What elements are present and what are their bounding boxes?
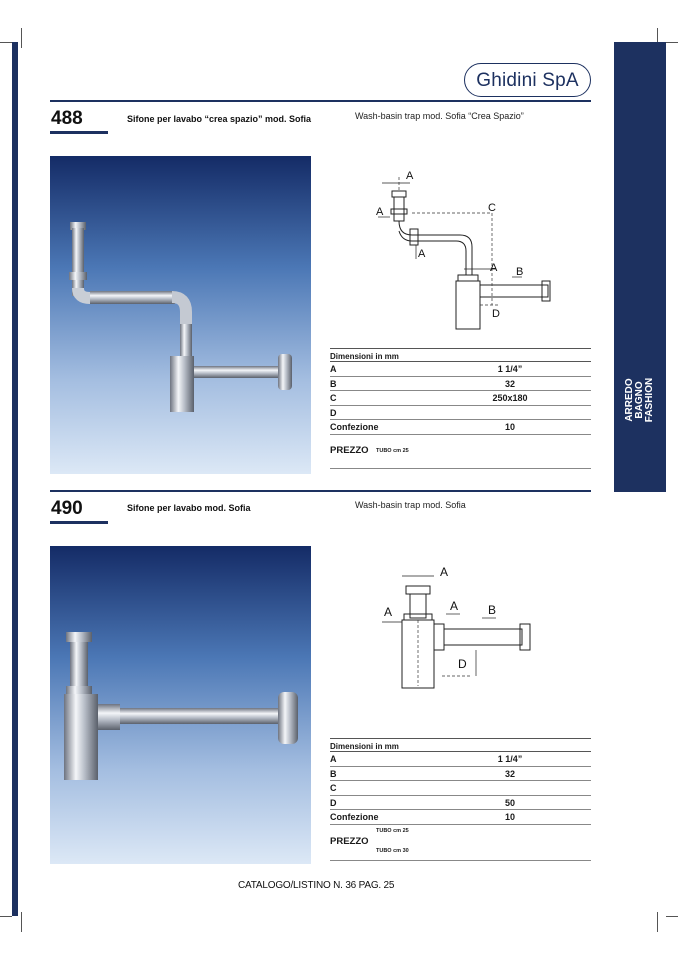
spec-key: B: [330, 378, 337, 389]
crop-mark: [21, 28, 22, 48]
brand-name: Ghidini SpA: [476, 70, 579, 91]
spec-key: Confezione: [330, 812, 379, 822]
dim-label-a: A: [418, 248, 426, 260]
spec-key: C: [330, 783, 337, 793]
tubo-label: TUBO cm 25: [376, 827, 409, 834]
dim-label-a: A: [440, 565, 449, 579]
spec-value: 32: [504, 768, 515, 779]
brand-logo: [464, 63, 591, 97]
spec-table-header: Dimensioni in mm: [330, 738, 591, 752]
spec-row: [330, 767, 591, 782]
dim-label-a: A: [450, 599, 459, 613]
crop-mark: [666, 916, 678, 917]
dim-label-a: A: [376, 206, 384, 218]
section-rule: [50, 490, 591, 492]
product-title-it: Sifone per lavabo “crea spazio” mod. Sofia: [127, 114, 312, 124]
spec-value: 250x180: [492, 393, 528, 403]
product-title-en: Wash-basin trap mod. Sofia “Crea Spazio”: [355, 111, 524, 121]
spec-value: 1 1/4”: [497, 754, 523, 764]
price-label: PREZZO: [330, 835, 369, 847]
technical-drawing: [372, 165, 562, 335]
dim-label-a: A: [490, 262, 498, 274]
section-rule: [50, 100, 591, 102]
product-code: 488: [51, 108, 83, 129]
spec-row: [330, 391, 591, 406]
spec-row: [330, 406, 591, 421]
spec-key: B: [330, 768, 337, 779]
technical-drawing: [372, 556, 572, 706]
trap-dimension-drawing: [372, 556, 572, 706]
spec-value: 50: [504, 797, 515, 808]
crop-mark: [0, 916, 12, 917]
spec-row: [330, 796, 591, 811]
spec-row: [330, 810, 591, 825]
side-tab-line1: ARREDO BAGNO: [624, 378, 645, 422]
crop-mark: [666, 42, 678, 43]
spec-table: [330, 738, 591, 861]
tubo-label: TUBO cm 25: [376, 447, 409, 454]
spec-row: [330, 362, 591, 377]
spec-row: [330, 377, 591, 392]
spec-key: D: [330, 797, 337, 808]
price-row: [330, 825, 591, 861]
trap-illustration: [50, 546, 311, 864]
spec-table-header: Dimensioni in mm: [330, 348, 591, 362]
side-tab-line2: FASHION: [644, 377, 655, 423]
side-category-label: [625, 366, 655, 434]
crop-mark: [0, 42, 12, 43]
dim-label-a: A: [406, 170, 414, 182]
spec-key: Confezione: [330, 422, 379, 432]
product-photo: [50, 546, 311, 864]
spec-value: 32: [504, 378, 515, 389]
page-footer: CATALOGO/LISTINO N. 36 PAG. 25: [238, 880, 395, 891]
spec-key: A: [330, 754, 337, 764]
product-code: 490: [51, 498, 83, 519]
trap-dimension-drawing: [372, 165, 562, 335]
dim-label-b: B: [488, 603, 497, 617]
spec-key: D: [330, 407, 337, 418]
crop-mark: [657, 912, 658, 932]
product-title-it: Sifone per lavabo mod. Sofia: [127, 503, 251, 513]
spec-row: [330, 420, 591, 435]
spec-row: [330, 752, 591, 767]
spec-row: [330, 781, 591, 796]
price-label: PREZZO: [330, 444, 369, 456]
spec-table: [330, 348, 591, 469]
product-photo: [50, 156, 311, 474]
spec-key: C: [330, 393, 337, 403]
dim-label-d: D: [492, 308, 500, 320]
spec-value: 10: [504, 812, 515, 822]
spec-value: 1 1/4”: [497, 364, 523, 374]
crop-mark: [21, 912, 22, 932]
spec-value: 10: [504, 422, 515, 432]
product-title-en: Wash-basin trap mod. Sofia: [355, 500, 466, 510]
trap-illustration: [50, 156, 311, 474]
code-underline: [50, 521, 108, 524]
dim-label-c: C: [488, 202, 496, 214]
price-row: [330, 435, 591, 469]
dim-label-d: D: [458, 657, 467, 671]
dim-label-b: B: [516, 266, 524, 278]
left-margin-bar: [12, 42, 18, 916]
tubo-label: TUBO cm 30: [376, 847, 409, 854]
code-underline: [50, 131, 108, 134]
spec-key: A: [330, 364, 337, 374]
dim-label-a: A: [384, 605, 393, 619]
